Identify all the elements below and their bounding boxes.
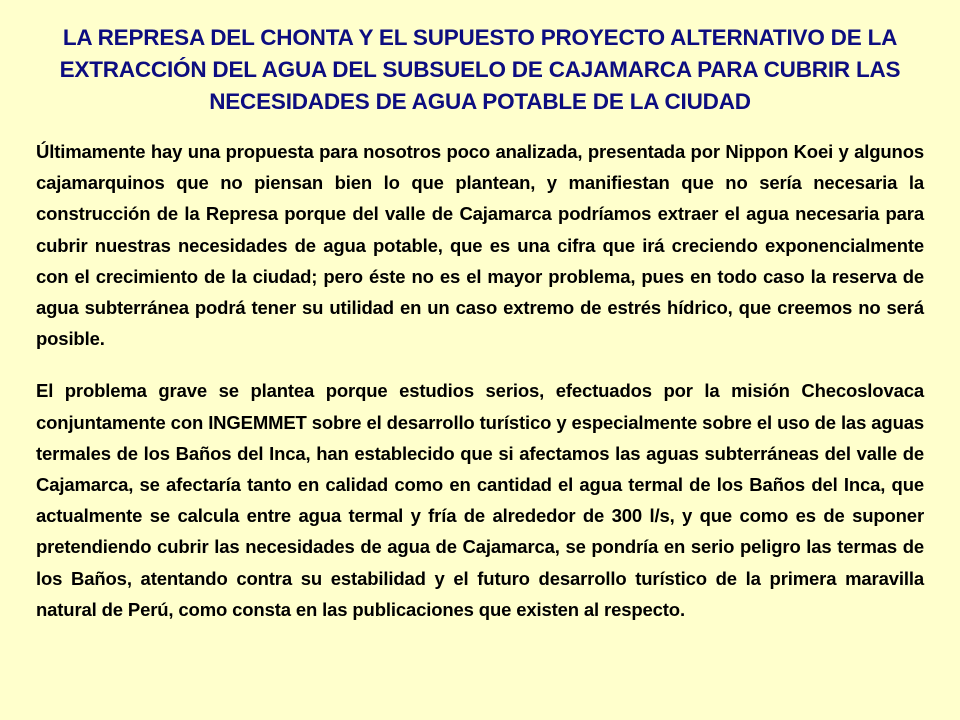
slide-title: LA REPRESA DEL CHONTA Y EL SUPUESTO PROYECTO ALTERNATIVO DE LA EXTRACCIÓN DEL AGUA DEL SUBSUELO DE CAJAMARCA PARA CUBRIR LAS NECESIDADES DE AGUA POTABLE DE LA CIUDAD bbox=[59, 25, 901, 114]
body-paragraph-2: El problema grave se plantea porque estudios serios, efectuados por la misión Checoslovaca conjuntamente con INGEMMET sobre el desarrollo turístico y especialmente sobre el uso de las aguas termales de los Baños del Inca, han establecido que si afectamos las aguas subterráneas del valle de Cajamarca, se afectaría tanto en calidad como en cantidad el agua termal de los Baños del Inca, que actualmente se calcula entre agua termal y fría de alrededor de 300 l/s, y que como es de suponer pretendiendo cubrir las necesidades de agua de Cajamarca, se pondría en serio peligro las termas de los Baños, atentando contra su estabilidad y el futuro desarrollo turístico de la primera maravilla natural de Perú, como consta en las publicaciones que existen al respecto. bbox=[36, 380, 924, 620]
slide-body bbox=[36, 136, 924, 625]
body-paragraph-1: Últimamente hay una propuesta para nosotros poco analizada, presentada por Nippon Koei y algunos cajamarquinos que no piensan bien lo que plantean, y manifiestan que no sería necesaria la construcción de la Represa porque del valle de Cajamarca podríamos extraer el agua necesaria para cubrir nuestras necesidades de agua potable, que es una cifra que irá creciendo exponencialmente con el crecimiento de la ciudad; pero éste no es el mayor problema, pues en todo caso la reserva de agua subterránea podrá tener su utilidad en un caso extremo de estrés hídrico, que creemos no será posible. bbox=[36, 141, 924, 350]
